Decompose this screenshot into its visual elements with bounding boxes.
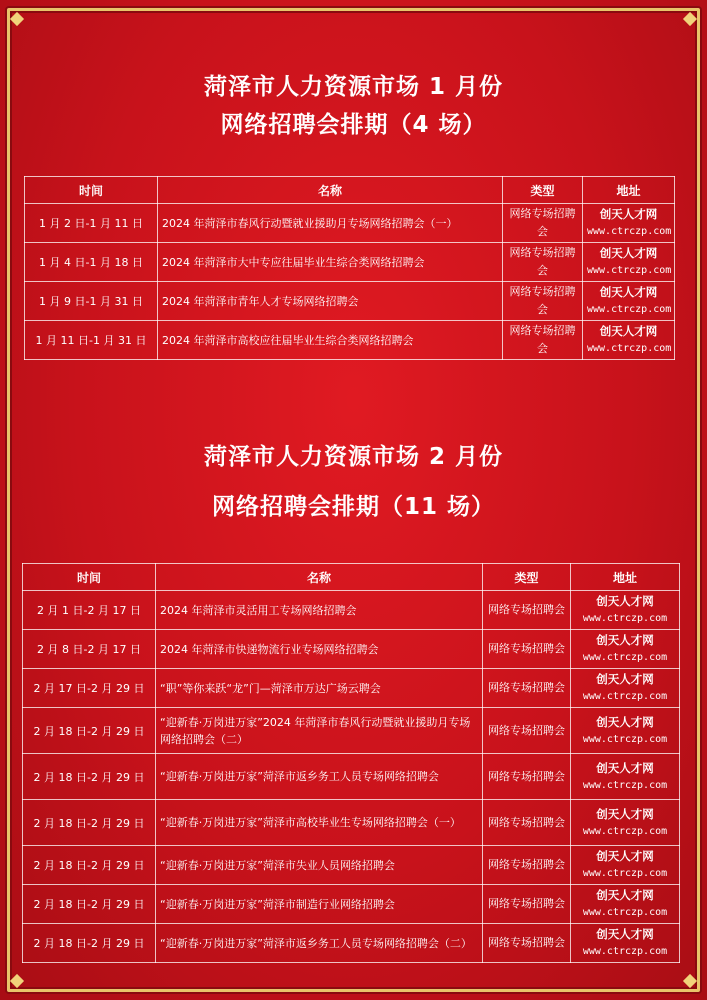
cell-name: “迎新春·万岗进万家”菏泽市返乡务工人员专场网络招聘会（二） xyxy=(156,924,483,963)
table-row xyxy=(23,708,680,754)
site-name: 创天人才网 xyxy=(599,246,658,260)
january-title xyxy=(0,68,707,144)
header-time: 时间 xyxy=(25,177,158,204)
cell-address xyxy=(583,243,675,282)
site-name: 创天人才网 xyxy=(596,672,654,686)
cell-type: 网络专场招聘会 xyxy=(483,800,571,846)
cell-type: 网络专场招聘会 xyxy=(483,754,571,800)
cell-time: 2 月 18 日-2 月 29 日 xyxy=(23,708,156,754)
january-title-line2: 网络招聘会排期（4 场） xyxy=(220,112,487,138)
site-url[interactable]: www.ctrczp.com xyxy=(587,304,672,315)
cell-time: 1 月 2 日-1 月 11 日 xyxy=(25,204,158,243)
cell-type: 网络专场招聘会 xyxy=(483,591,571,630)
cell-name: 2024 年菏泽市春风行动暨就业援助月专场网络招聘会（一） xyxy=(158,204,503,243)
site-name: 创天人才网 xyxy=(596,849,654,863)
cell-name: 2024 年菏泽市灵活用工专场网络招聘会 xyxy=(156,591,483,630)
cell-time: 1 月 11 日-1 月 31 日 xyxy=(25,321,158,360)
cell-name: 2024 年菏泽市高校应往届毕业生综合类网络招聘会 xyxy=(158,321,503,360)
table-row xyxy=(23,885,680,924)
site-url[interactable]: www.ctrczp.com xyxy=(587,265,672,276)
cell-address xyxy=(571,591,680,630)
table-row xyxy=(25,282,675,321)
cell-time: 2 月 17 日-2 月 29 日 xyxy=(23,669,156,708)
cell-type: 网络专场招聘会 xyxy=(503,204,583,243)
january-title-line1: 菏泽市人力资源市场 1 月份 xyxy=(203,74,504,100)
table-row xyxy=(25,243,675,282)
cell-name: “迎新春·万岗进万家”菏泽市失业人员网络招聘会 xyxy=(156,846,483,885)
site-name: 创天人才网 xyxy=(596,760,654,775)
table-row xyxy=(23,754,680,800)
cell-type: 网络专场招聘会 xyxy=(483,846,571,885)
january-schedule-table xyxy=(24,176,675,360)
site-url[interactable]: www.ctrczp.com xyxy=(582,691,668,702)
cell-type: 网络专场招聘会 xyxy=(483,708,571,754)
cell-type: 网络专场招聘会 xyxy=(503,321,583,360)
cell-address xyxy=(571,754,680,800)
table-row xyxy=(23,591,680,630)
table-row xyxy=(23,800,680,846)
cell-time: 2 月 8 日-2 月 17 日 xyxy=(23,630,156,669)
cell-address xyxy=(571,708,680,754)
site-name: 创天人才网 xyxy=(596,594,654,608)
cell-name: “迎新春·万岗进万家”菏泽市制造行业网络招聘会 xyxy=(156,885,483,924)
site-url[interactable]: www.ctrczp.com xyxy=(582,652,668,663)
cell-time: 2 月 18 日-2 月 29 日 xyxy=(23,885,156,924)
site-url[interactable]: www.ctrczp.com xyxy=(582,868,668,879)
cell-type: 网络专场招聘会 xyxy=(483,669,571,708)
header-address: 地址 xyxy=(583,177,675,204)
corner-ornament xyxy=(683,12,697,26)
cell-name: “迎新春·万岗进万家”菏泽市高校毕业生专场网络招聘会（一） xyxy=(156,800,483,846)
site-url[interactable]: www.ctrczp.com xyxy=(582,779,668,791)
site-url[interactable]: www.ctrczp.com xyxy=(582,946,668,957)
cell-address xyxy=(571,800,680,846)
header-time: 时间 xyxy=(23,564,156,591)
cell-time: 2 月 18 日-2 月 29 日 xyxy=(23,846,156,885)
february-title xyxy=(0,438,707,526)
cell-type: 网络专场招聘会 xyxy=(503,243,583,282)
table-header-row xyxy=(23,564,680,591)
corner-ornament xyxy=(10,12,24,26)
site-name: 创天人才网 xyxy=(596,633,654,647)
cell-name: “迎新春·万岗进万家”2024 年菏泽市春风行动暨就业援助月专场网络招聘会（二） xyxy=(156,708,483,754)
site-url[interactable]: www.ctrczp.com xyxy=(587,343,672,354)
cell-type: 网络专场招聘会 xyxy=(503,282,583,321)
cell-time: 1 月 4 日-1 月 18 日 xyxy=(25,243,158,282)
site-name: 创天人才网 xyxy=(599,285,658,299)
corner-ornament xyxy=(683,974,697,988)
header-type: 类型 xyxy=(503,177,583,204)
cell-address xyxy=(571,630,680,669)
cell-time: 1 月 9 日-1 月 31 日 xyxy=(25,282,158,321)
february-table-body xyxy=(23,591,680,963)
site-url[interactable]: www.ctrczp.com xyxy=(582,613,668,624)
header-address: 地址 xyxy=(571,564,680,591)
january-table-body xyxy=(25,204,675,360)
table-header-row xyxy=(25,177,675,204)
cell-name: 2024 年菏泽市快递物流行业专场网络招聘会 xyxy=(156,630,483,669)
site-name: 创天人才网 xyxy=(599,207,658,221)
cell-address xyxy=(571,846,680,885)
february-title-line1: 菏泽市人力资源市场 2 月份 xyxy=(203,444,504,470)
table-row xyxy=(23,669,680,708)
february-schedule-table xyxy=(22,563,680,963)
table-row xyxy=(23,630,680,669)
cell-address xyxy=(571,885,680,924)
february-title-line2: 网络招聘会排期（11 场） xyxy=(211,494,495,520)
header-name: 名称 xyxy=(156,564,483,591)
cell-time: 2 月 1 日-2 月 17 日 xyxy=(23,591,156,630)
cell-time: 2 月 18 日-2 月 29 日 xyxy=(23,924,156,963)
table-row xyxy=(23,924,680,963)
cell-name: “职”等你来跃“龙”门—菏泽市万达广场云聘会 xyxy=(156,669,483,708)
cell-name: 2024 年菏泽市青年人才专场网络招聘会 xyxy=(158,282,503,321)
table-row xyxy=(25,204,675,243)
cell-address xyxy=(583,204,675,243)
site-name: 创天人才网 xyxy=(596,714,654,729)
header-type: 类型 xyxy=(483,564,571,591)
cell-address xyxy=(583,321,675,360)
site-name: 创天人才网 xyxy=(596,806,654,821)
cell-address xyxy=(571,924,680,963)
table-row xyxy=(25,321,675,360)
site-name: 创天人才网 xyxy=(596,927,654,941)
cell-type: 网络专场招聘会 xyxy=(483,924,571,963)
cell-time: 2 月 18 日-2 月 29 日 xyxy=(23,800,156,846)
site-url[interactable]: www.ctrczp.com xyxy=(582,907,668,918)
table-row xyxy=(23,846,680,885)
site-url[interactable]: www.ctrczp.com xyxy=(587,226,672,237)
cell-name: 2024 年菏泽市大中专应往届毕业生综合类网络招聘会 xyxy=(158,243,503,282)
corner-ornament xyxy=(10,974,24,988)
header-name: 名称 xyxy=(158,177,503,204)
site-url[interactable]: www.ctrczp.com xyxy=(582,825,668,837)
site-name: 创天人才网 xyxy=(599,324,658,338)
cell-time: 2 月 18 日-2 月 29 日 xyxy=(23,754,156,800)
cell-name: “迎新春·万岗进万家”菏泽市返乡务工人员专场网络招聘会 xyxy=(156,754,483,800)
site-url[interactable]: www.ctrczp.com xyxy=(582,733,668,745)
cell-type: 网络专场招聘会 xyxy=(483,630,571,669)
cell-address xyxy=(571,669,680,708)
site-name: 创天人才网 xyxy=(596,888,654,902)
cell-address xyxy=(583,282,675,321)
cell-type: 网络专场招聘会 xyxy=(483,885,571,924)
